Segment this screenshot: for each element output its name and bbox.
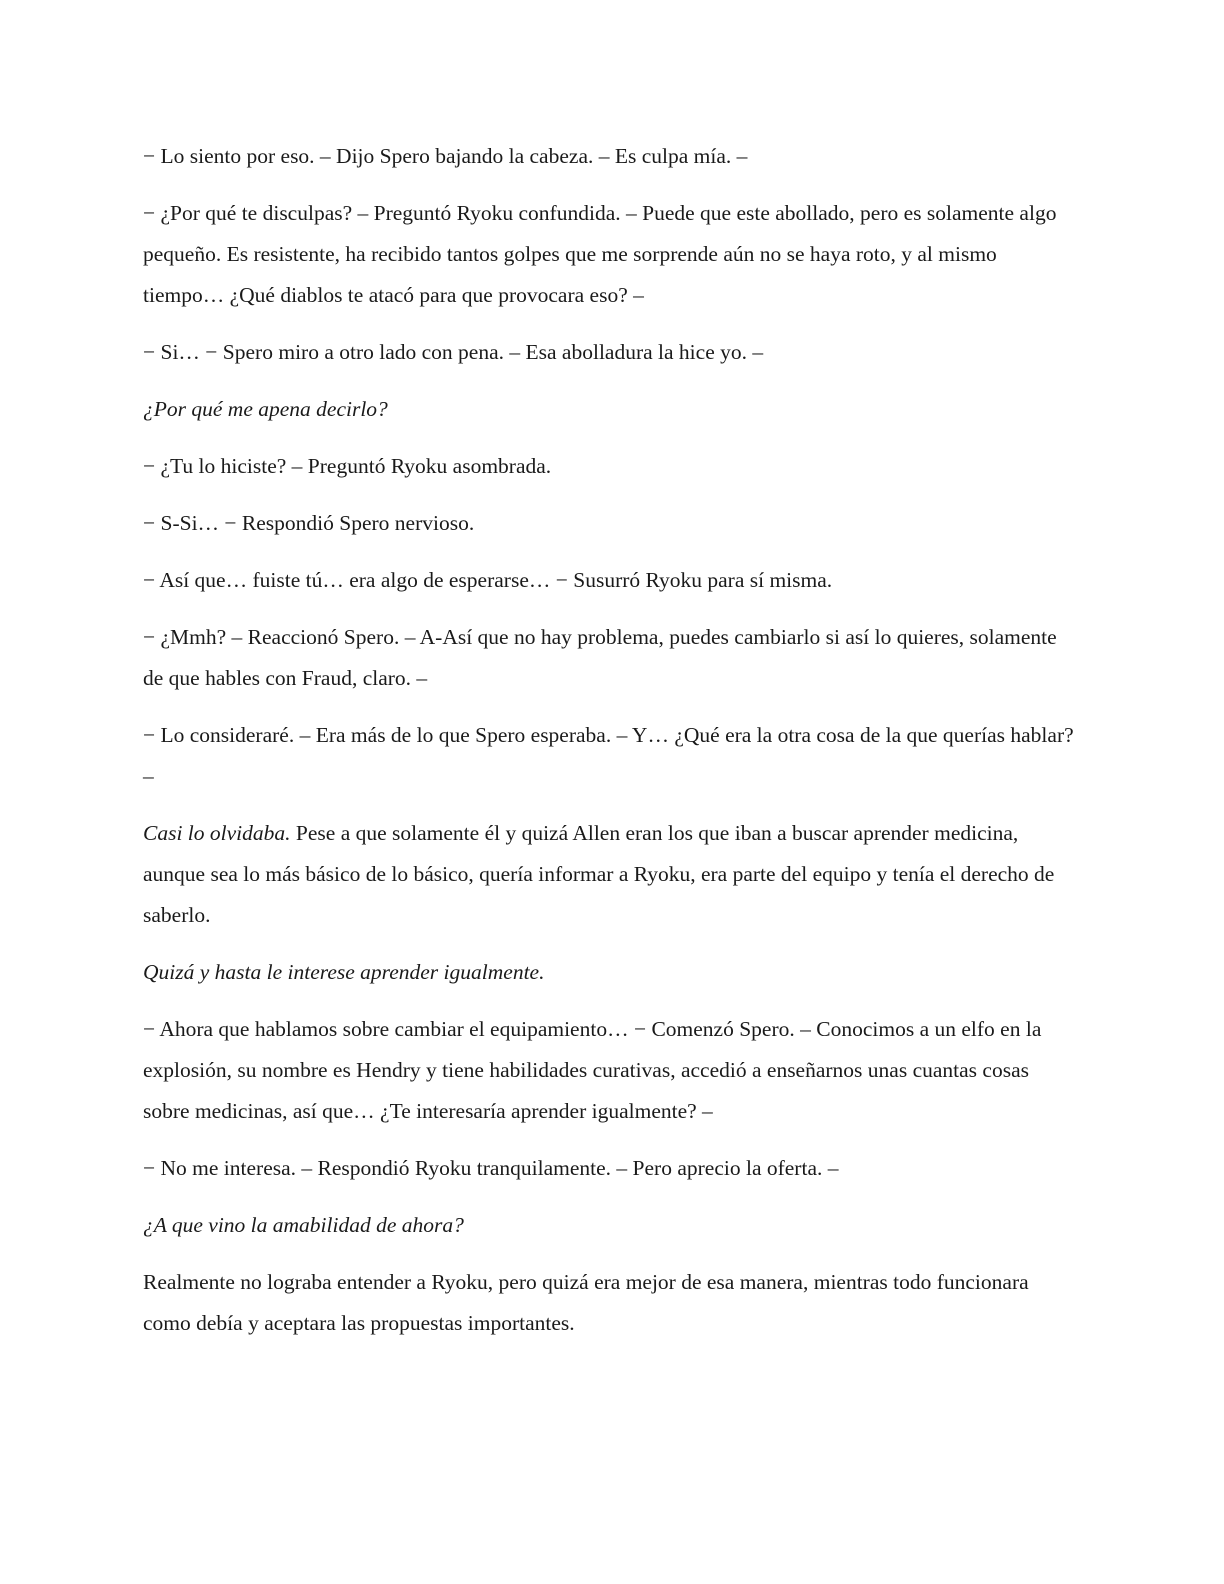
document-page <box>143 136 1078 1360</box>
paragraph-dialogue: − Ahora que hablamos sobre cambiar el equipamiento… − Comenzó Spero. – Conocimos a un elfo en la explosión, su nombre es Hendry y tiene habilidades curativas, accedió a enseñarnos unas cuantas cosas sobre medicinas, así que… ¿Te interesaría aprender igualmente? – <box>143 1017 1042 1123</box>
paragraph-dialogue: − ¿Por qué te disculpas? – Preguntó Ryoku confundida. – Puede que este abollado, pero es solamente algo pequeño. Es resistente, ha recibido tantos golpes que me sorprende aún no se haya roto, y al mismo tiempo… ¿Qué diablos te atacó para que provocara eso? – <box>143 201 1057 307</box>
paragraph-thought: ¿Por qué me apena decirlo? <box>143 397 388 421</box>
paragraph-dialogue: − No me interesa. – Respondió Ryoku tranquilamente. – Pero aprecio la oferta. – <box>143 1156 839 1180</box>
paragraph-dialogue: − Si… − Spero miro a otro lado con pena. – Esa abolladura la hice yo. – <box>143 340 764 364</box>
paragraph-narration <box>143 813 1078 936</box>
paragraph-thought: Quizá y hasta le interese aprender igualmente. <box>143 960 545 984</box>
paragraph-dialogue: − S-Si… − Respondió Spero nervioso. <box>143 511 475 535</box>
paragraph-thought-lead: Casi lo olvidaba. <box>143 821 291 845</box>
paragraph-dialogue: − Lo siento por eso. – Dijo Spero bajando la cabeza. – Es culpa mía. – <box>143 144 748 168</box>
paragraph-dialogue: − ¿Mmh? – Reaccionó Spero. – A-Así que no hay problema, puedes cambiarlo si así lo quieres, solamente de que hables con Fraud, claro. – <box>143 625 1057 690</box>
paragraph-dialogue: − Así que… fuiste tú… era algo de esperarse… − Susurró Ryoku para sí misma. <box>143 568 833 592</box>
paragraph-narration-body: Pese a que solamente él y quizá Allen eran los que iban a buscar aprender medicina, aunque sea lo más básico de lo básico, quería informar a Ryoku, era parte del equipo y tenía el derecho de saberlo. <box>143 821 1055 927</box>
paragraph-dialogue: − Lo consideraré. – Era más de lo que Spero esperaba. – Y… ¿Qué era la otra cosa de la que querías hablar? – <box>143 723 1074 788</box>
paragraph-narration: Realmente no lograba entender a Ryoku, pero quizá era mejor de esa manera, mientras todo funcionara como debía y aceptara las propuestas importantes. <box>143 1270 1029 1335</box>
paragraph-thought: ¿A que vino la amabilidad de ahora? <box>143 1213 464 1237</box>
paragraph-dialogue: − ¿Tu lo hiciste? – Preguntó Ryoku asombrada. <box>143 454 552 478</box>
